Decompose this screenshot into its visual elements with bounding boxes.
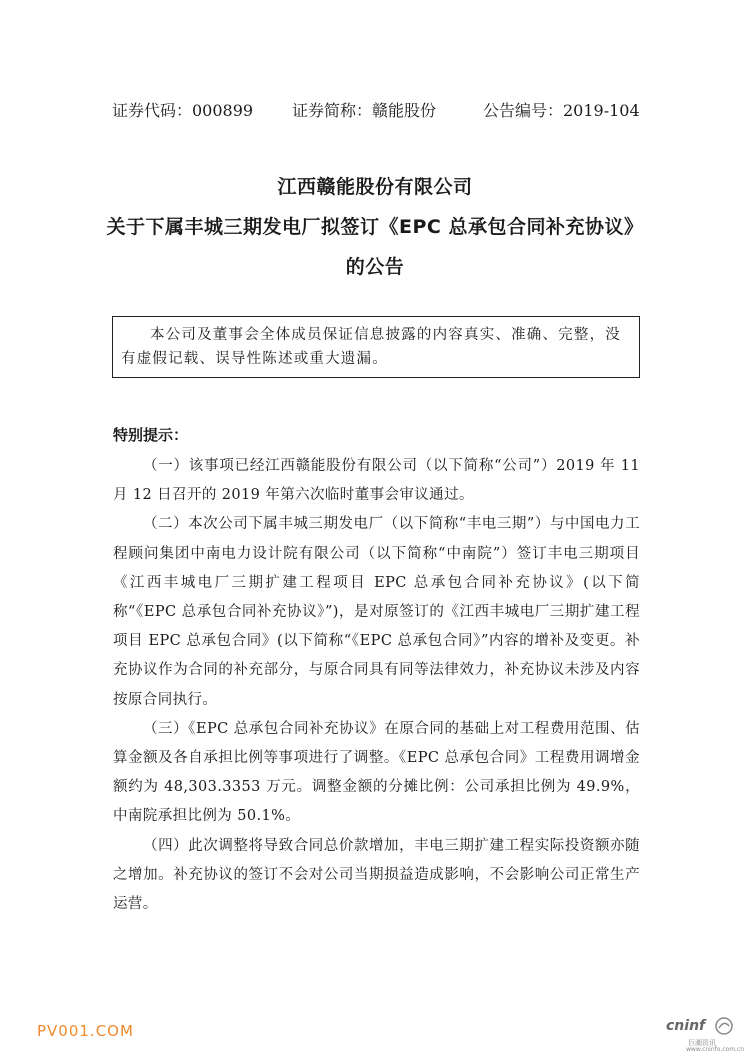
company-name-title: 江西赣能股份有限公司 [277,176,473,198]
tip-paragraph-3: （三）《EPC 总承包合同补充协议》在原合同的基础上对工程费用范围、估算金额及各自承担比例等事项进行了调整。《EPC 总承包合同》工程费用调增金额约为 48,303.3353 万元。调整金额的分摊比例：公司承担比例为 49.9%，中南院承担比例为 50.1%。 [113,720,640,825]
special-tips-body [113,452,640,919]
tip-paragraph-4: （四）此次调整将导致合同总价款增加，丰电三期扩建工程实际投资额亦随之增加。补充协议的签订不会对公司当期损益造成影响，不会影响公司正常生产运营。 [113,837,640,913]
stock-abbreviation: 证券简称：赣能股份 [292,101,437,120]
stock-code: 证券代码：000899 [112,101,254,120]
cninfo-logo-text: cninf [666,1018,706,1034]
cninfo-logo-icon [714,1016,734,1036]
cninfo-logo-subtitle: 巨潮资讯 [688,1039,716,1047]
announcement-title-suffix: 的公告 [345,256,405,278]
tip-paragraph-1: （一）该事项已经江西赣能股份有限公司（以下简称“公司”）2019 年 11 月 12 日召开的 2019 年第六次临时董事会审议通过。 [113,458,640,504]
announcement-title: 关于下属丰城三期发电厂拟签订《EPC 总承包合同补充协议》 [106,216,644,238]
announcement-number: 公告编号：2019-104 [483,101,640,120]
tip-paragraph-2: （二）本次公司下属丰城三期发电厂（以下简称“丰电三期”）与中国电力工程顾问集团中南电力设计院有限公司（以下简称“中南院”）签订丰电三期项目《江西丰城电厂三期扩建工程项目 EPC 总承包合同补充协议》(以下简称“《EPC 总承包合同补充协议》”)，是对原签订的《江西丰城电厂三期扩建工程项目 EPC 总承包合同》(以下简称“《EPC 总承包合同》”内容的增补及变更。补充协议作为合同的补充部分，与原合同具有同等法律效力，补充协议未涉及内容按原合同执行。 [113,516,640,708]
cninfo-logo-url: www.cninfo.com.cn [686,1046,745,1053]
board-guarantee-notice-box [112,316,640,378]
special-tips-heading: 特别提示： [113,426,189,444]
watermark-text: PV001.COM [37,1022,134,1040]
cninfo-logo [658,1016,745,1053]
board-guarantee-notice: 本公司及董事会全体成员保证信息披露的内容真实、准确、完整，没有虚假记载、误导性陈述或重大遗漏。 [121,327,621,367]
